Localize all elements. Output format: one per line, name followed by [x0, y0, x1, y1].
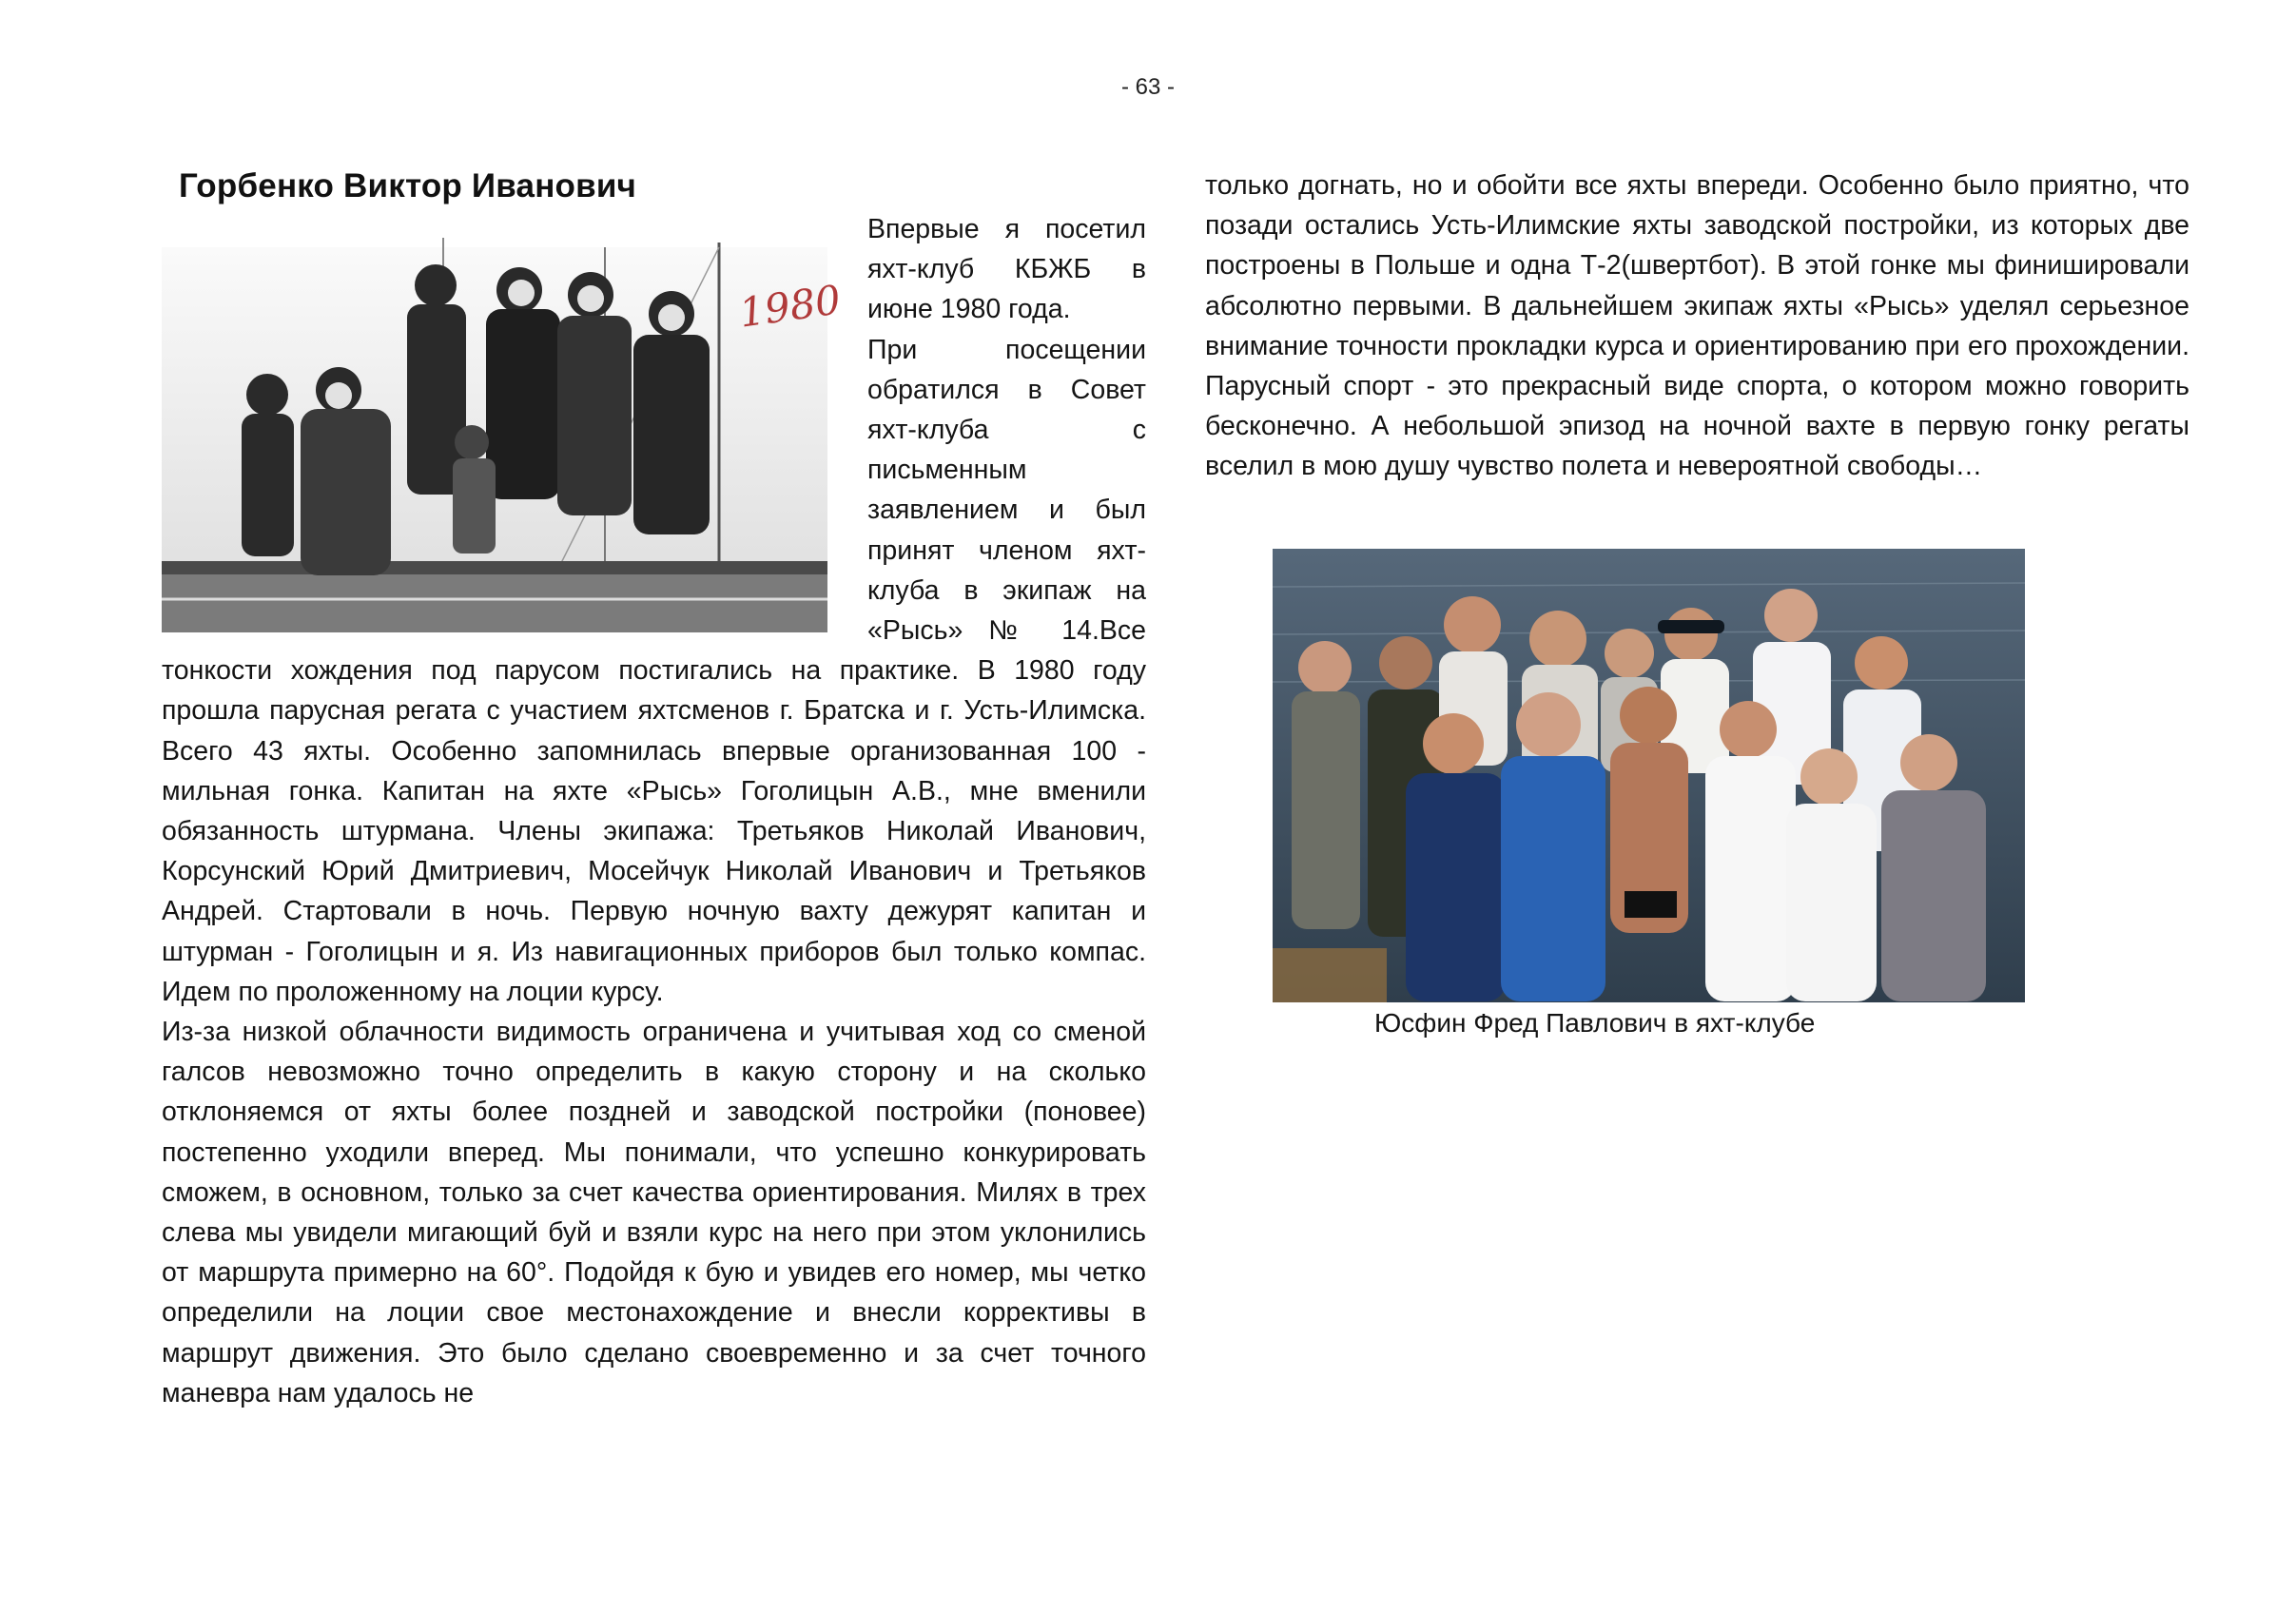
crew-photo-1980-image: [158, 209, 845, 637]
paragraph-1: Впервые я посетил яхт-клуб КБЖБ в июне 1980 года.: [867, 214, 1146, 325]
page-number: - 63 -: [1120, 74, 1175, 100]
photo-year-label: 1980: [736, 276, 844, 337]
yacht-club-group-photo: [1273, 549, 2025, 1002]
paragraph-right: только догнать, но и обойти все яхты впереди. Особенно было приятно, что позади остались Усть-Илимские яхты заводской постройки, из которых две построены в Польше и одна Т-2(швертбот). В этой гонке мы финишировали абсолютно первыми. В дальнейшем экипаж яхты «Рысь» уделял серьезное внимание точности прокладки курса и ориентированию при его прохождении. Парусный спорт - это прекрасный виде спорта, о котором можно говорить бесконечно. А небольшой эпизод на ночной вахте в первую гонку регаты вселил в мою душу чувство полета и невероятной свободы…: [1205, 170, 2189, 482]
article-title: Горбенко Виктор Иванович: [179, 167, 637, 204]
yacht-club-group-photo-image: [1273, 549, 2025, 1002]
paragraph-3: Из-за низкой облачности видимость ограничена и учитывая ход со сменой галсов невозможно точно определить в какую сторону и на сколько отклоняемся от яхты более поздней и заводской постройки (поновее) постепенно уходили вперед. Мы понимали, что успешно конкурировать сможем, в основном, только за счет качества ориентирования. Милях в трех слева мы увидели мигающий буй и взяли курс на него при этом уклонились от маршрута примерно на 60°. Подойдя к бую и увидев его номер, мы четко определили на лоции свое местонахождение и внесли коррективы в маршрут движения. Это было сделано своевременно и за счет точного маневра нам удалось не: [162, 1017, 1146, 1408]
photo-caption: Юсфин Фред Павлович в яхт-клубе: [1374, 1008, 1816, 1038]
paragraph-2: При посещении обратился в Совет яхт-клуба с письменным заявлением и был принят членом яхт-клуба в экипаж на «Рысь» № 14.Все тонкости хождения под парусом постигались на практике. В 1980 году прошла парусная регата с участием яхтсменов г. Братска и г. Усть-Илимска. Всего 43 яхты. Особенно запомнилась впервые организованная 100 - мильная гонка. Капитан на яхте «Рысь» Гоголицын А.В., мне вменили обязанность штурмана. Члены экипажа: Третьяков Николай Иванович, Корсунский Юрий Дмитриевич, Мосейчук Николай Иванович и Третьяков Андрей. Стартовали в ночь. Первую ночную вахту дежурят капитан и штурман - Гоголицын и я. Из навигационных приборов был только компас. Идем по проложенному на лоции курсу.: [162, 334, 1146, 1007]
right-column: [1205, 165, 2189, 487]
left-column: [162, 160, 1146, 1413]
title-spacer: [162, 160, 1146, 209]
crew-photo-1980: [158, 209, 845, 637]
